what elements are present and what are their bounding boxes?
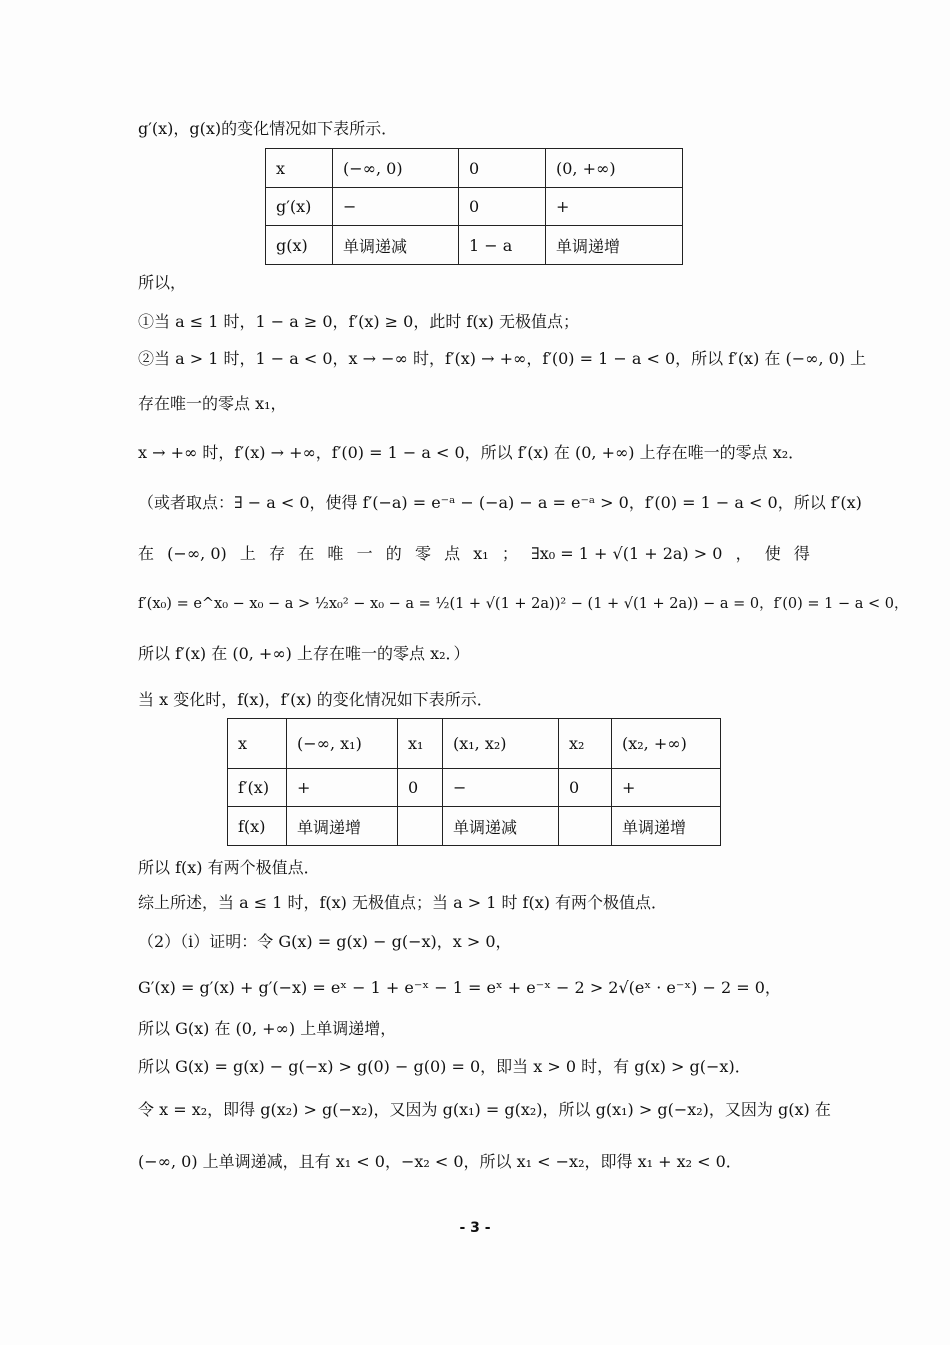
table-cell: (−∞, x₁) xyxy=(287,719,398,769)
table-row xyxy=(266,149,683,188)
table-row xyxy=(266,226,683,265)
table-cell xyxy=(559,807,612,846)
text-line: 存在唯一的零点 x₁， xyxy=(138,394,287,413)
intro-text: g′(x)，g(x)的变化情况如下表所示． xyxy=(138,119,398,138)
text-line: 所以 G(x) = g(x) − g(−x) > g(0) − g(0) = 0，即当 x > 0 时，有 g(x) > g(−x)． xyxy=(138,1057,751,1076)
text-line: 当 x 变化时，f(x)，f′(x) 的变化情况如下表所示． xyxy=(138,690,493,709)
text-line: G′(x) = g′(x) + g′(−x) = eˣ − 1 + e⁻ˣ − 1 = eˣ + e⁻ˣ − 2 > 2√(eˣ · e⁻ˣ) − 2 = 0， xyxy=(138,978,781,997)
table-cell: g(x) xyxy=(266,226,333,265)
text-line: x → +∞ 时，f′(x) → +∞，f′(0) = 1 − a < 0，所以 f′(x) 在 (0, +∞) 上存在唯一的零点 x₂． xyxy=(138,443,805,462)
table-cell: 单调递增 xyxy=(612,807,721,846)
word: 一 xyxy=(356,544,373,563)
text-line: （或者取点：∃ − a < 0，使得 f′(−a) = e⁻ᵃ − (−a) − a = e⁻ᵃ > 0，f′(0) = 1 − a < 0，所以 f′(x) xyxy=(138,493,862,512)
word: 上 xyxy=(239,544,256,563)
text-line: 令 x = x₂，即得 g(x₂) > g(−x₂)，又因为 g(x₁) = g(x₂)，所以 g(x₁) > g(−x₂)，又因为 g(x) 在 xyxy=(138,1100,831,1119)
table-cell: (x₂, +∞) xyxy=(612,719,721,769)
justified-math-line xyxy=(138,542,810,566)
table-cell: 0 xyxy=(459,149,546,188)
word: 点 xyxy=(444,544,461,563)
table-row xyxy=(266,188,683,226)
text-line: (−∞, 0) 上单调递减，且有 x₁ < 0，−x₂ < 0，所以 x₁ < −x₂，即得 x₁ + x₂ < 0． xyxy=(138,1152,742,1171)
table-cell: x xyxy=(266,149,333,188)
table-cell: 0 xyxy=(398,769,443,807)
text-line: ②当 a > 1 时，1 − a < 0，x → −∞ 时，f′(x) → +∞，f′(0) = 1 − a < 0，所以 f′(x) 在 (−∞, 0) 上 xyxy=(138,349,867,368)
table-cell: (x₁, x₂) xyxy=(443,719,559,769)
table-cell: x₁ xyxy=(398,719,443,769)
table-cell: − xyxy=(443,769,559,807)
table-cell: 1 − a xyxy=(459,226,546,265)
table-row xyxy=(228,769,721,807)
table-cell: + xyxy=(546,188,683,226)
word: 的 xyxy=(385,544,402,563)
text-line: ①当 a ≤ 1 时，1 − a ≥ 0，f′(x) ≥ 0，此时 f(x) 无极值点； xyxy=(138,312,579,331)
table-cell: 0 xyxy=(559,769,612,807)
text-line: 所以， xyxy=(138,273,187,292)
table-f-variation xyxy=(227,718,721,846)
table-row xyxy=(228,807,721,846)
word: 零 xyxy=(414,544,431,563)
table-cell: f(x) xyxy=(228,807,287,846)
table-cell: 单调递增 xyxy=(546,226,683,265)
word: (−∞, 0) xyxy=(167,544,227,563)
table-cell: + xyxy=(612,769,721,807)
table-cell: 0 xyxy=(459,188,546,226)
text-line: 综上所述，当 a ≤ 1 时，f(x) 无极值点；当 a > 1 时 f(x) 有两个极值点． xyxy=(138,893,668,912)
table-row xyxy=(228,719,721,769)
table-cell: 单调递减 xyxy=(443,807,559,846)
word: 在 xyxy=(138,544,155,563)
word: 存 xyxy=(269,544,286,563)
table-cell: − xyxy=(333,188,459,226)
table-g-variation xyxy=(265,148,683,265)
table-cell: (0, +∞) xyxy=(546,149,683,188)
word: 得 xyxy=(793,544,810,563)
table-cell: 单调递减 xyxy=(333,226,459,265)
word: 在 xyxy=(298,544,315,563)
table-cell xyxy=(398,807,443,846)
table-cell: 单调递增 xyxy=(287,807,398,846)
text-line: 所以 G(x) 在 (0, +∞) 上单调递增， xyxy=(138,1019,397,1038)
table-cell: + xyxy=(287,769,398,807)
page-number: - 3 - xyxy=(459,1220,491,1236)
word: 使 xyxy=(764,544,781,563)
word: ∃x₀ = 1 + √(1 + 2a) > 0 xyxy=(531,544,723,563)
text-line: f′(x₀) = e^x₀ − x₀ − a > ½x₀² − x₀ − a = ½(1 + √(1 + 2a))² − (1 + √(1 + 2a)) − a = 0，f′(0) = 1 − a < 0， xyxy=(138,596,909,612)
word: x₁ xyxy=(473,544,489,563)
word: ， xyxy=(735,544,752,563)
text-line: （2）（i）证明：令 G(x) = g(x) − g(−x)，x > 0， xyxy=(138,932,512,951)
text-line: 所以 f(x) 有两个极值点． xyxy=(138,858,320,877)
text-line: 所以 f′(x) 在 (0, +∞) 上存在唯一的零点 x₂．） xyxy=(138,644,470,663)
table-cell: x₂ xyxy=(559,719,612,769)
table-cell: x xyxy=(228,719,287,769)
word: 唯 xyxy=(327,544,344,563)
table-cell: (−∞, 0) xyxy=(333,149,459,188)
table-cell: g′(x) xyxy=(266,188,333,226)
table-cell: f′(x) xyxy=(228,769,287,807)
word: ； xyxy=(501,544,518,563)
